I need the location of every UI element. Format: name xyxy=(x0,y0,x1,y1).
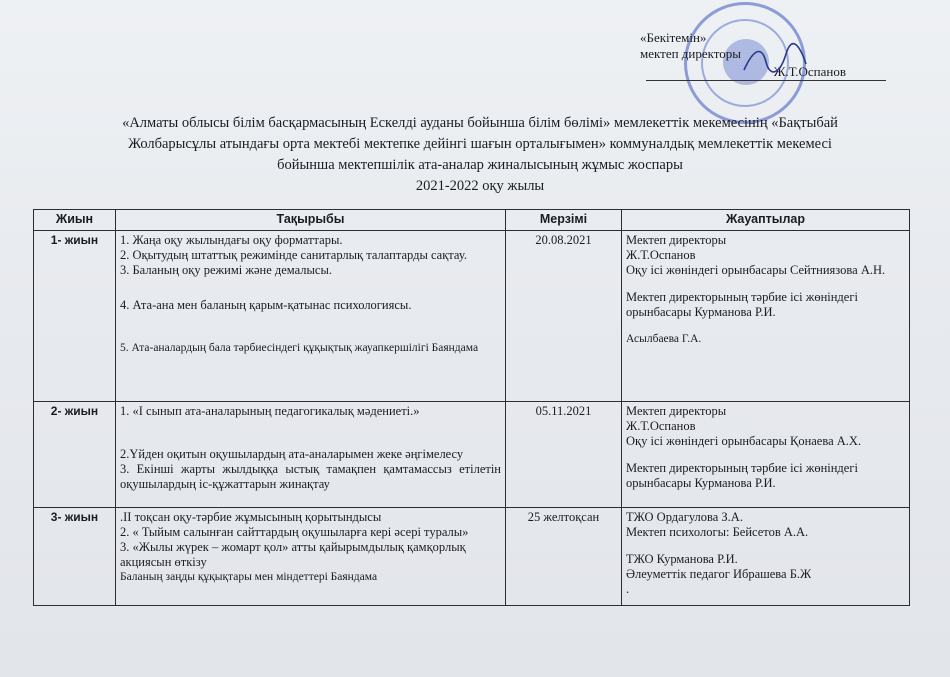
date-cell: 25 желтоқсан xyxy=(506,508,622,606)
topic-item: 3. «Жылы жүрек – жомарт қол» атты қайырымдылық қамқорлық акциясын өткізу xyxy=(120,540,466,569)
session-cell: 1- жиын xyxy=(34,231,116,402)
topic-cell xyxy=(116,231,506,402)
topic-cell xyxy=(116,402,506,508)
topic-item: 3. Екінші жарты жылдыққа ыстық тамақпен қамтамассыз етілетін оқушылардың іс-құжаттарын жинақтау xyxy=(120,462,501,491)
responsible-item: Мектеп директорының тәрбие ісі жөніндегі орынбасары Курманова Р.И. xyxy=(626,290,858,319)
topic-item: 4. Ата-ана мен баланың қарым-қатынас психологиясы. xyxy=(120,298,412,312)
date-cell: 05.11.2021 xyxy=(506,402,622,508)
header-responsible: Жауаптылар xyxy=(622,210,910,231)
topic-item: 1. «І сынып ата-аналарының педагогикалық мәдениеті.» xyxy=(120,404,420,418)
responsible-item: ТЖО Курманова Р.И. xyxy=(626,552,738,566)
title-line1: «Алматы облысы білім басқармасының Ескелді ауданы бойынша білім бөлімі» мемлекеттік мекемесінің «Бақтыбай xyxy=(122,115,838,131)
approval-line2: мектеп директоры xyxy=(640,46,742,61)
topic-item: 3. Баланың оқу режимі және демалысы. xyxy=(120,263,332,277)
responsible-item: Ж.Т.Оспанов xyxy=(626,248,696,262)
table-header-row xyxy=(34,210,910,231)
title-line4: 2021-2022 оқу жылы xyxy=(415,178,545,194)
responsible-item: Оқу ісі жөніндегі орынбасары Сейтниязова А.Н. xyxy=(626,263,886,277)
responsible-cell xyxy=(622,508,910,606)
topic-item: 2. « Тыйым салынған сайттардың оқушыларға кері әсері туралы» xyxy=(120,525,469,539)
responsible-item: Асылбаева Г.А. xyxy=(626,333,702,345)
topic-item: 1. Жаңа оқу жылындағы оқу форматтары. xyxy=(120,233,343,247)
signature-name: Ж.Т.Оспанов xyxy=(773,64,846,79)
document-title xyxy=(40,113,920,197)
approval-line1: «Бекітемін» xyxy=(640,30,707,45)
topic-cell xyxy=(116,508,506,606)
table-row xyxy=(34,231,910,402)
topic-item: 5. Ата-аналардың бала тәрбиесіндегі құқықтық жауапкершілігі Баяндама xyxy=(120,342,479,354)
responsible-cell xyxy=(622,231,910,402)
responsible-item: Мектеп психологы: Бейсетов А.А. xyxy=(626,525,809,539)
responsible-item: Мектеп директоры xyxy=(626,233,727,247)
responsible-item: Оқу ісі жөніндегі орынбасары Қонаева А.Х. xyxy=(626,434,862,448)
header-date: Мерзімі xyxy=(506,210,622,231)
title-line2: Жолбарысұлы атындағы орта мектебі мектепке дейінгі шағын орталығымен» коммуналдық мемлекеттік мекемесі xyxy=(128,136,832,152)
table-row xyxy=(34,508,910,606)
plan-table xyxy=(33,209,910,606)
responsible-cell xyxy=(622,402,910,508)
handwritten-signature xyxy=(740,40,810,80)
responsible-item: Мектеп директоры xyxy=(626,404,727,418)
date-cell: 20.08.2021 xyxy=(506,231,622,402)
table-row xyxy=(34,402,910,508)
topic-item: 2.Үйден оқитын оқушылардың ата-аналарымен жеке әңгімелесу xyxy=(120,447,464,461)
header-topic: Тақырыбы xyxy=(116,210,506,231)
responsible-item: Әлеуметтік педагог Ибрашева Б.Ж xyxy=(626,567,812,581)
responsible-item: ТЖО Ордагулова З.А. xyxy=(626,510,743,524)
session-cell: 2- жиын xyxy=(34,402,116,508)
title-line3: бойынша мектепшілік ата-аналар жиналысының жұмыс жоспары xyxy=(277,157,683,173)
session-cell: 3- жиын xyxy=(34,508,116,606)
responsible-item: Мектеп директорының тәрбие ісі жөніндегі орынбасары Курманова Р.И. xyxy=(626,461,858,490)
header-session: Жиын xyxy=(34,210,116,231)
topic-item: 2. Оқытудың штаттық режимінде санитарлық талаптарды сақтау. xyxy=(120,248,467,262)
responsible-item: . xyxy=(626,582,630,596)
topic-item: Баланың заңды құқықтары мен міндеттері Баяндама xyxy=(120,571,378,583)
responsible-item: Ж.Т.Оспанов xyxy=(626,419,696,433)
topic-item: .ІІ тоқсан оқу-тәрбие жұмысының қорытындысы xyxy=(120,510,382,524)
